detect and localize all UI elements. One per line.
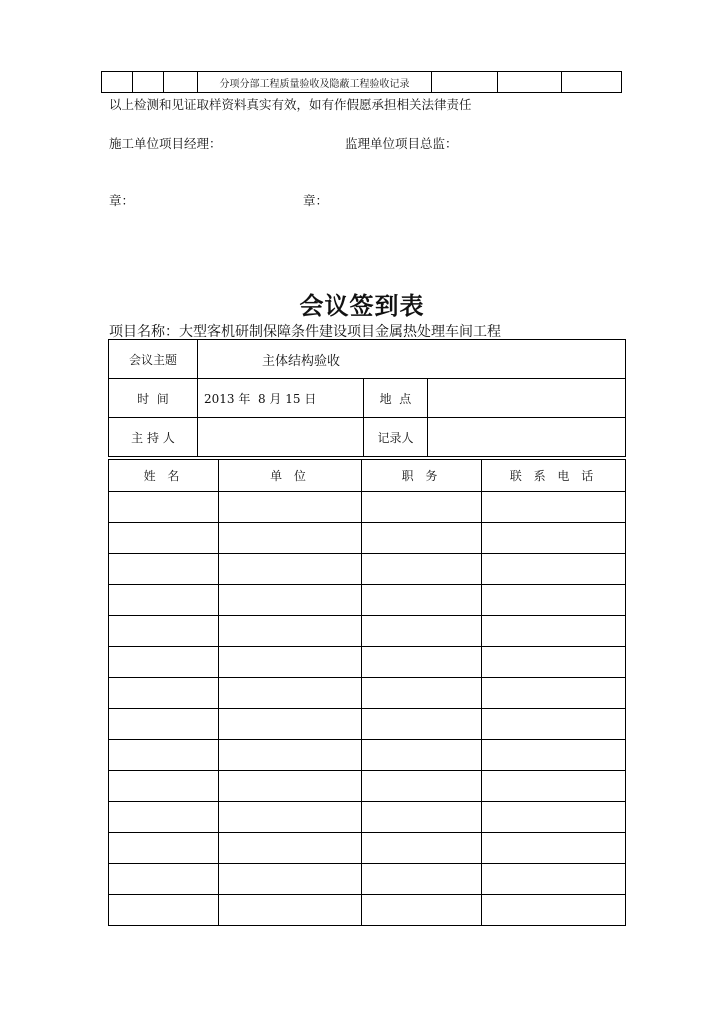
name-cell[interactable]	[109, 554, 219, 585]
strip-cell	[562, 72, 622, 93]
position-cell[interactable]	[362, 709, 482, 740]
position-cell[interactable]	[362, 523, 482, 554]
phone-cell[interactable]	[482, 554, 626, 585]
host-label: 主 持 人	[109, 418, 198, 457]
strip-cell	[164, 72, 198, 93]
name-cell[interactable]	[109, 864, 219, 895]
time-value[interactable]: 2013 年 8 月 15 日	[198, 379, 364, 418]
name-cell[interactable]	[109, 647, 219, 678]
table-row	[109, 616, 626, 647]
record-strip-table	[101, 71, 622, 93]
unit-cell[interactable]	[219, 492, 362, 523]
position-cell[interactable]	[362, 864, 482, 895]
phone-cell[interactable]	[482, 492, 626, 523]
unit-cell[interactable]	[219, 678, 362, 709]
supervision-chief-label: 监理单位项目总监：	[345, 136, 458, 151]
name-cell[interactable]	[109, 585, 219, 616]
table-row	[109, 379, 626, 418]
unit-cell[interactable]	[219, 771, 362, 802]
position-cell[interactable]	[362, 678, 482, 709]
table-row	[102, 72, 622, 93]
name-cell[interactable]	[109, 833, 219, 864]
table-row	[109, 523, 626, 554]
position-cell[interactable]	[362, 771, 482, 802]
phone-cell[interactable]	[482, 895, 626, 926]
unit-cell[interactable]	[219, 802, 362, 833]
column-header-phone: 联 系 电 话	[482, 460, 626, 492]
phone-cell[interactable]	[482, 740, 626, 771]
name-cell[interactable]	[109, 523, 219, 554]
strip-label: 分项分部工程质量验收及隐蔽工程验收记录	[198, 72, 432, 93]
attendance-header-row	[109, 460, 626, 492]
time-label: 时 间	[109, 379, 198, 418]
column-header-name: 姓 名	[109, 460, 219, 492]
unit-cell[interactable]	[219, 585, 362, 616]
table-row	[109, 802, 626, 833]
name-cell[interactable]	[109, 740, 219, 771]
position-cell[interactable]	[362, 740, 482, 771]
phone-cell[interactable]	[482, 833, 626, 864]
strip-cell	[498, 72, 562, 93]
name-cell[interactable]	[109, 492, 219, 523]
location-value[interactable]	[428, 379, 626, 418]
phone-cell[interactable]	[482, 585, 626, 616]
table-row	[109, 678, 626, 709]
column-header-position: 职 务	[362, 460, 482, 492]
name-cell[interactable]	[109, 709, 219, 740]
unit-cell[interactable]	[219, 523, 362, 554]
phone-cell[interactable]	[482, 523, 626, 554]
name-cell[interactable]	[109, 771, 219, 802]
unit-cell[interactable]	[219, 554, 362, 585]
name-cell[interactable]	[109, 895, 219, 926]
table-row	[109, 418, 626, 457]
phone-cell[interactable]	[482, 616, 626, 647]
construction-pm-label: 施工单位项目经理：	[109, 136, 222, 151]
table-row	[109, 585, 626, 616]
phone-cell[interactable]	[482, 771, 626, 802]
strip-cell	[102, 72, 133, 93]
strip-cell	[432, 72, 498, 93]
project-label: 项目名称：	[109, 324, 179, 340]
unit-cell[interactable]	[219, 864, 362, 895]
seal-left-label: 章：	[109, 193, 135, 208]
table-row	[109, 833, 626, 864]
position-cell[interactable]	[362, 616, 482, 647]
meeting-info-table	[108, 339, 626, 457]
table-row	[109, 340, 626, 379]
topic-value[interactable]: 主体结构验收	[198, 340, 626, 379]
unit-cell[interactable]	[219, 740, 362, 771]
position-cell[interactable]	[362, 833, 482, 864]
phone-cell[interactable]	[482, 864, 626, 895]
unit-cell[interactable]	[219, 833, 362, 864]
unit-cell[interactable]	[219, 616, 362, 647]
topic-label: 会议主题	[109, 340, 198, 379]
phone-cell[interactable]	[482, 678, 626, 709]
table-row	[109, 554, 626, 585]
table-row	[109, 647, 626, 678]
project-name: 大型客机研制保障条件建设项目金属热处理车间工程	[179, 324, 501, 340]
table-row	[109, 492, 626, 523]
table-row	[109, 895, 626, 926]
recorder-value[interactable]	[428, 418, 626, 457]
name-cell[interactable]	[109, 616, 219, 647]
page-title: 会议签到表	[299, 292, 425, 320]
name-cell[interactable]	[109, 678, 219, 709]
declaration-text: 以上检测和见证取样资料真实有效，如有作假愿承担相关法律责任	[109, 97, 472, 112]
unit-cell[interactable]	[219, 895, 362, 926]
attendance-rows	[109, 492, 626, 926]
table-row	[109, 864, 626, 895]
attendance-table	[108, 459, 626, 926]
table-row	[109, 771, 626, 802]
position-cell[interactable]	[362, 802, 482, 833]
phone-cell[interactable]	[482, 802, 626, 833]
table-row	[109, 709, 626, 740]
project-line	[109, 321, 501, 341]
phone-cell[interactable]	[482, 709, 626, 740]
table-row	[109, 740, 626, 771]
strip-cell	[133, 72, 164, 93]
recorder-label: 记录人	[364, 418, 428, 457]
position-cell[interactable]	[362, 492, 482, 523]
unit-cell[interactable]	[219, 647, 362, 678]
host-value[interactable]	[198, 418, 364, 457]
position-cell[interactable]	[362, 585, 482, 616]
column-header-unit: 单 位	[219, 460, 362, 492]
position-cell[interactable]	[362, 647, 482, 678]
name-cell[interactable]	[109, 802, 219, 833]
unit-cell[interactable]	[219, 709, 362, 740]
seal-right-label: 章：	[303, 193, 329, 208]
position-cell[interactable]	[362, 554, 482, 585]
location-label: 地 点	[364, 379, 428, 418]
phone-cell[interactable]	[482, 647, 626, 678]
position-cell[interactable]	[362, 895, 482, 926]
